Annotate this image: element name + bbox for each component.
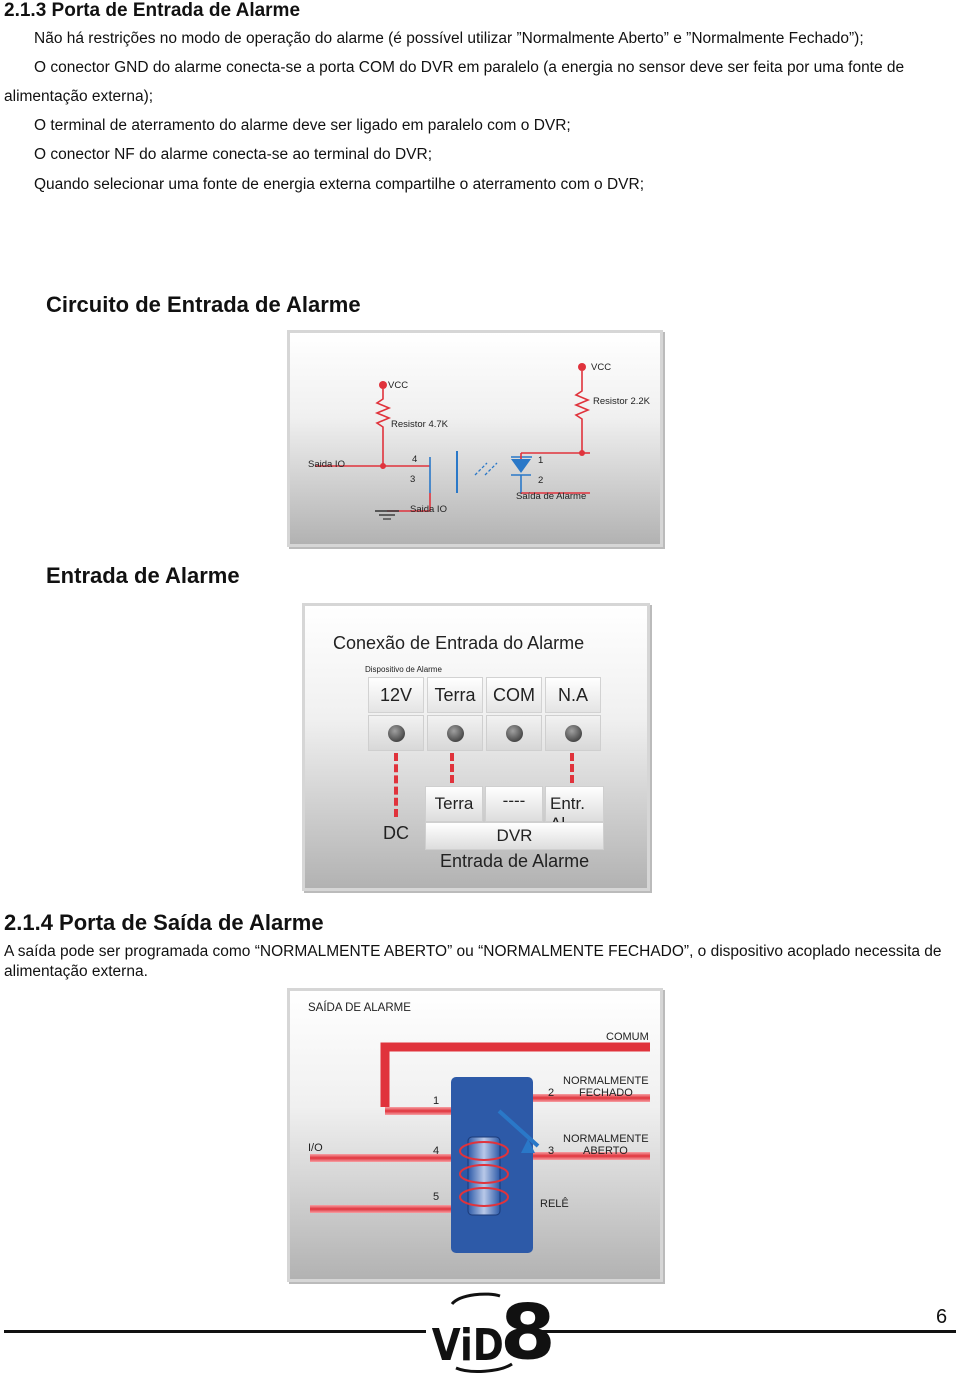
- circuit-heading: Circuito de Entrada de Alarme: [46, 292, 361, 317]
- svg-text:8: 8: [500, 1289, 556, 1377]
- dc-label: DC: [383, 823, 409, 843]
- wire-terra-dashed: [450, 753, 458, 783]
- screw-terra-icon: [447, 725, 464, 742]
- saida-io-bottom-label: Saida IO: [410, 504, 447, 515]
- screw-terra: [427, 715, 483, 751]
- nf-label-line1: NORMALMENTE: [563, 1075, 649, 1087]
- entrada-diagram-panel: [302, 603, 650, 891]
- pin-3-label: 3: [410, 474, 416, 485]
- resistor-left-label: Resistor 4.7K: [391, 419, 449, 430]
- screw-na-icon: [565, 725, 582, 742]
- wire-na-dashed: [570, 753, 578, 783]
- entrada-heading: Entrada de Alarme: [46, 563, 240, 588]
- vcc-right-label: VCC: [591, 362, 612, 373]
- wire-12v-dashed: [394, 753, 402, 817]
- screw-12v-icon: [388, 725, 405, 742]
- dvr-dash-label: ----: [502, 791, 526, 810]
- svg-text:ViD: ViD: [431, 1319, 504, 1371]
- dvr-label: DVR: [496, 826, 533, 845]
- paragraph-line-4: O terminal de aterramento do alarme deve ser ligado em paralelo com o DVR;: [34, 117, 571, 134]
- comum-label: COMUM: [606, 1031, 649, 1043]
- terminal-12v-label: 12V: [379, 684, 413, 705]
- screw-na: [545, 715, 601, 751]
- saida-diagram-panel: [287, 988, 663, 1282]
- io-label: I/O: [308, 1142, 323, 1154]
- terminal-terra-label: Terra: [434, 684, 476, 705]
- footer-rule-right: [540, 1330, 956, 1333]
- terminal-com-label: COM: [493, 684, 535, 705]
- screw-com: [486, 715, 542, 751]
- paragraph-line-2: O conector GND do alarme conecta-se a porta COM do DVR em paralelo (a energia no sensor deve ser feita por uma fonte de: [34, 59, 905, 76]
- vid8-logo: [430, 1289, 556, 1377]
- nf-label-line2: FECHADO: [579, 1087, 633, 1099]
- section-214-text: A saída pode ser programada como “NORMALMENTE ABERTO” ou “NORMALMENTE FECHADO”, o dispositivo acoplado necessita de alimentação externa.: [4, 943, 942, 980]
- relay-pin-1: 1: [433, 1095, 440, 1107]
- paragraph-line-1: Não há restrições no modo de operação do alarme (é possível utilizar ”Normalmente Aberto” e ”Normalmente Fechado”);: [34, 30, 864, 47]
- saida-panel-title: SAÍDA DE ALARME: [308, 1002, 411, 1014]
- section-title-2-1-3: 2.1.3 Porta de Entrada de Alarme: [4, 0, 301, 21]
- dvr-terra-label: Terra: [434, 794, 474, 813]
- dvr-entr-cell: [545, 786, 604, 822]
- pin-2-label: 2: [538, 475, 544, 486]
- dvr-entr-label: Entr.: [550, 794, 585, 813]
- entrada-panel-title: Conexão de Entrada do Alarme: [333, 633, 585, 653]
- na-label-line1: NORMALMENTE: [563, 1133, 649, 1145]
- wire-pin5: [310, 1205, 451, 1213]
- terminal-12v: [368, 677, 424, 713]
- resistor-left-zigzag: [377, 389, 389, 437]
- page-number: 6: [936, 1306, 948, 1328]
- rele-label: RELÊ: [540, 1198, 569, 1210]
- junction-right: [579, 450, 585, 456]
- paragraph-line-3: alimentação externa);: [4, 88, 154, 105]
- pin-1-label: 1: [538, 455, 544, 466]
- section-title-2-1-4: 2.1.4 Porta de Saída de Alarme: [4, 910, 324, 935]
- terminal-na-label: N.A: [557, 684, 588, 705]
- vcc-right-node: [578, 363, 586, 371]
- dvr-terra-cell: [425, 786, 483, 822]
- led-diode: [511, 459, 531, 473]
- dvr-sub-label: Entrada de Alarme: [440, 851, 590, 871]
- circuit-diagram-panel: [287, 330, 663, 547]
- wire-io: [310, 1154, 451, 1162]
- opto-arrow-2: [485, 463, 497, 475]
- junction-left: [380, 463, 386, 469]
- relay-pin-2: 2: [548, 1087, 555, 1099]
- wire-pin1: [385, 1107, 451, 1115]
- terminal-terra: [427, 677, 483, 713]
- relay-pin-3: 3: [548, 1145, 555, 1157]
- na-label-line2: ABERTO: [583, 1145, 628, 1157]
- resistor-right-zigzag: [576, 371, 588, 453]
- saida-io-left-label: Saida IO: [308, 459, 345, 470]
- resistor-right-label: Resistor 2.2K: [593, 396, 651, 407]
- screw-com-icon: [506, 725, 523, 742]
- vcc-left-label: VCC: [388, 380, 409, 391]
- device-label: Dispositivo de Alarme: [365, 665, 442, 674]
- paragraph-line-5: O conector NF do alarme conecta-se ao terminal do DVR;: [34, 146, 433, 163]
- saida-alarme-label: Saída de Alarme: [516, 491, 587, 502]
- paragraph-line-6: Quando selecionar uma fonte de energia externa compartilhe o aterramento com o DVR;: [34, 176, 645, 193]
- relay-pin-4: 4: [433, 1145, 440, 1157]
- opto-arrow-1: [475, 463, 487, 475]
- pin-4-label: 4: [412, 454, 418, 465]
- screw-12v: [368, 715, 424, 751]
- footer-rule-left: [4, 1330, 426, 1333]
- vid8-logo-icon: [430, 1289, 556, 1377]
- vcc-left-node: [379, 381, 387, 389]
- relay-pin-5: 5: [433, 1191, 440, 1203]
- terminal-com: [486, 677, 542, 713]
- relay-coil: [468, 1137, 500, 1215]
- dvr-bar: [425, 822, 604, 850]
- terminal-na: [545, 677, 601, 713]
- dvr-dash-cell: [485, 786, 543, 822]
